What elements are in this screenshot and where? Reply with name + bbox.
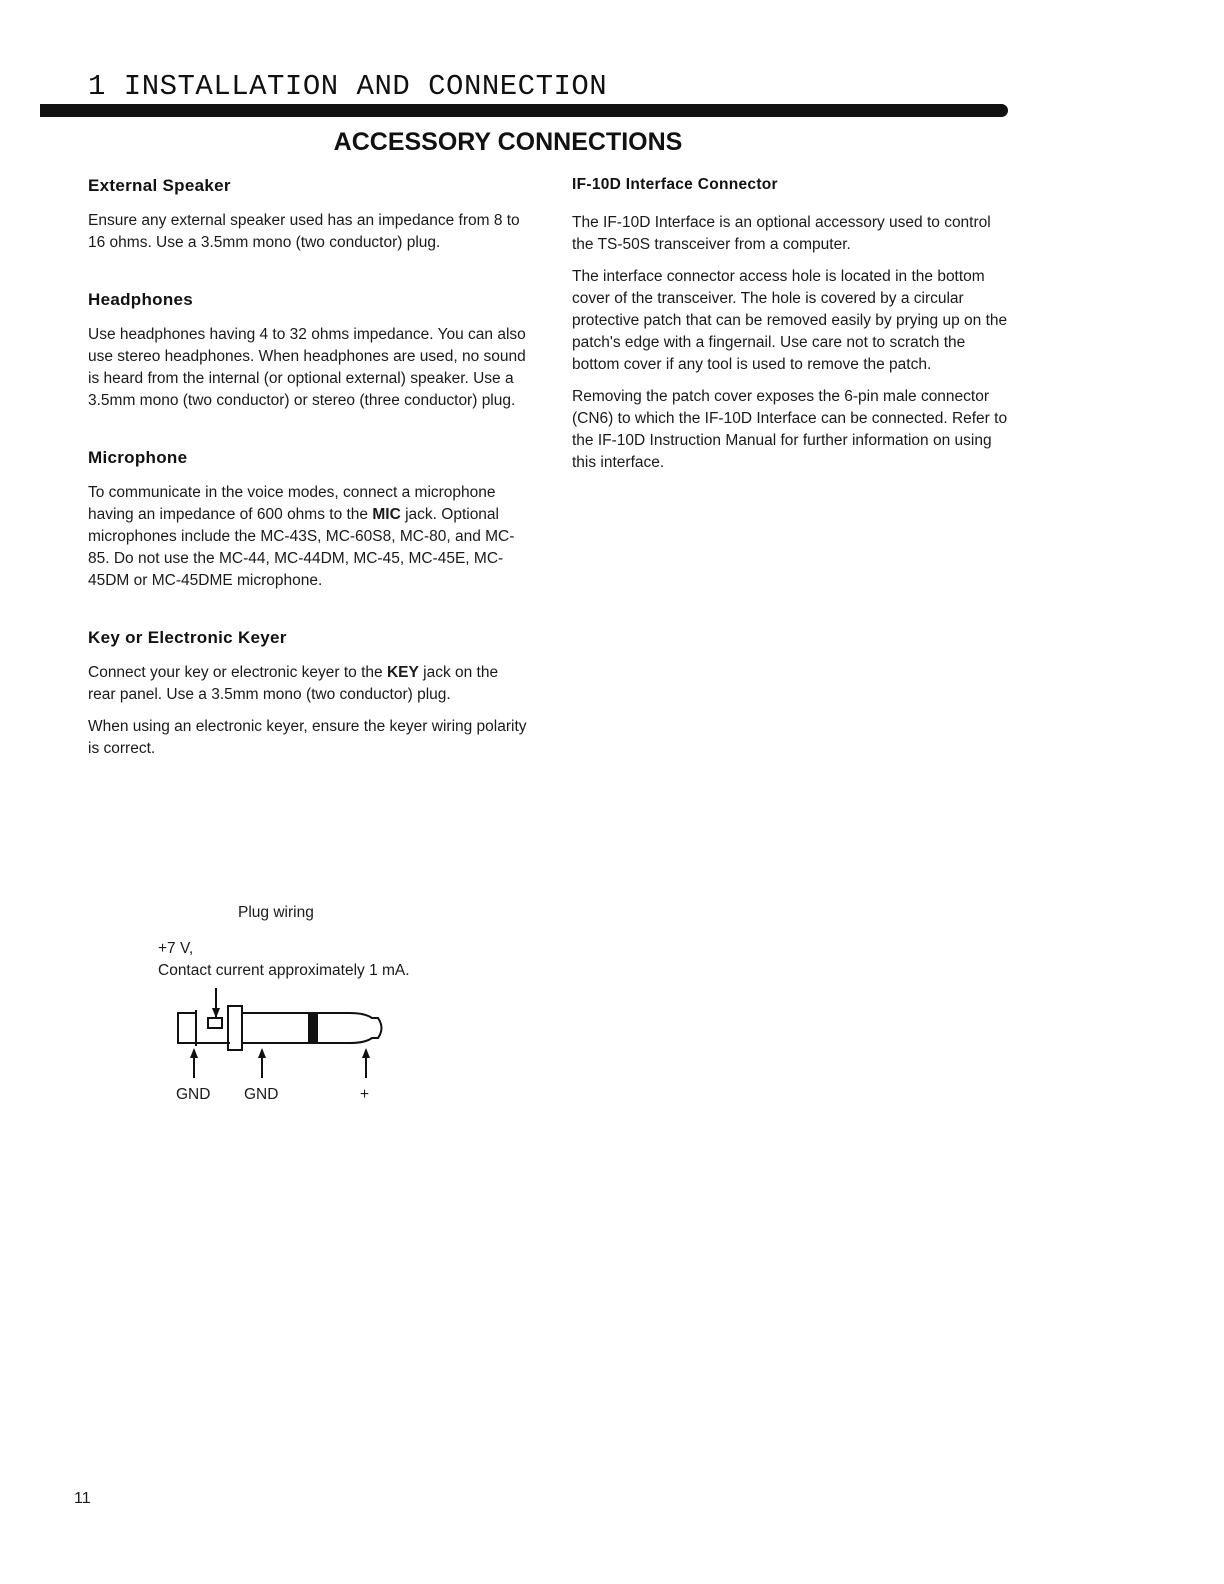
chapter-divider-bar	[40, 104, 1008, 117]
if10d-heading: IF-10D Interface Connector	[572, 176, 778, 193]
key-keyer-body-2: When using an electronic keyer, ensure the keyer wiring polarity is correct.	[88, 718, 527, 757]
chapter-title: 1 INSTALLATION AND CONNECTION	[88, 70, 608, 103]
headphones-section	[88, 290, 528, 412]
if10d-section	[572, 176, 1012, 474]
key-jack-label: KEY	[386, 664, 419, 681]
external-speaker-body: Ensure any external speaker used has an impedance from 8 to 16 ohms. Use a 3.5mm mono (two conductor) plug.	[88, 212, 520, 251]
key-keyer-section	[88, 628, 528, 760]
key-keyer-heading: Key or Electronic Keyer	[88, 628, 287, 647]
key-keyer-body: Connect your key or electronic keyer to the KEY jack on the rear panel. Use a 3.5mm mono (two conductor) plug.	[88, 664, 499, 703]
left-column	[88, 176, 528, 796]
headphones-heading: Headphones	[88, 290, 194, 309]
microphone-heading: Microphone	[88, 448, 188, 467]
if10d-para-1: The IF-10D Interface is an optional accessory used to control the TS-50S transceiver from a computer.	[572, 214, 991, 253]
plug-collar	[228, 1006, 242, 1050]
page-number: 11	[74, 1490, 91, 1507]
voltage-label: +7 V,	[158, 940, 194, 957]
headphones-body: Use headphones having 4 to 32 ohms impedance. You can also use stereo headphones. When headphones are used, no sound is heard from the internal (or optional external) speaker. Use a 3.5mm mono (two conductor) or stereo (three conductor) plug.	[88, 326, 526, 409]
gnd-label-ring: GND	[244, 1086, 279, 1103]
plug-illustration	[150, 900, 480, 1110]
current-label: Contact current approximately 1 mA.	[158, 962, 410, 979]
plug-wiring-diagram	[150, 900, 480, 1110]
external-speaker-heading: External Speaker	[88, 176, 231, 195]
section-title: ACCESSORY CONNECTIONS	[333, 128, 683, 156]
plug-contact-tab	[208, 1018, 222, 1028]
microphone-section	[88, 448, 528, 592]
plug-insulator-ring	[308, 1012, 318, 1044]
mic-jack-label: MIC	[372, 506, 401, 523]
if10d-para-3: Removing the patch cover exposes the 6-pin male connector (CN6) to which the IF-10D Interface can be connected. Refer to the IF-10D Instruction Manual for further information on using this interface.	[572, 388, 1008, 471]
external-speaker-section	[88, 176, 528, 254]
gnd-label-sleeve: GND	[176, 1086, 211, 1103]
positive-label-tip: +	[360, 1086, 370, 1103]
microphone-body: To communicate in the voice modes, connect a microphone having an impedance of 600 ohms to the MIC jack. Optional microphones include the MC-43S, MC-60S8, MC-80, and MC-85. Do not use the MC-44, MC-44DM, MC-45, MC-45E, MC-45DM or MC-45DME microphone.	[88, 484, 515, 589]
if10d-para-2: The interface connector access hole is located in the bottom cover of the transceiver. The hole is covered by a circular protective patch that can be removed easily by prying up on the patch's edge with a fingernail. Use care not to scratch the bottom cover if any tool is used to remove the patch.	[572, 268, 1008, 373]
plug-sleeve-rear	[178, 1013, 196, 1043]
right-column	[572, 176, 1012, 484]
plug-wiring-caption: Plug wiring	[238, 904, 314, 921]
